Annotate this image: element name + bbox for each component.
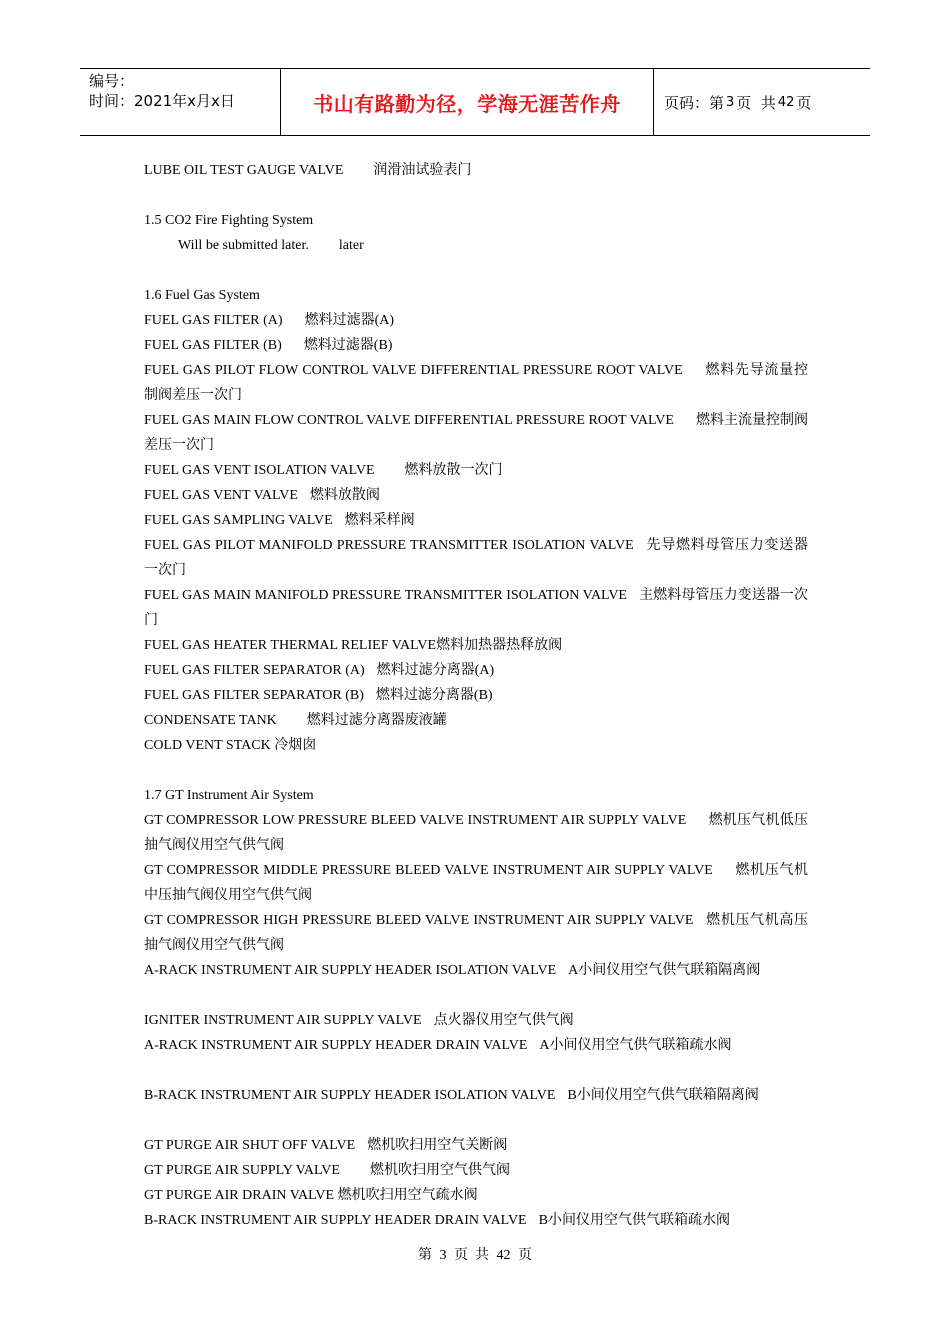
term-chinese: 润滑油试验表门 — [373, 163, 472, 178]
term-entry — [144, 358, 808, 408]
term-chinese: 燃料过滤器(B) — [303, 338, 393, 353]
term-english: Will be submitted later. — [178, 238, 309, 253]
term-entry — [144, 458, 808, 483]
term-entry — [144, 233, 808, 258]
term-english: B-RACK INSTRUMENT AIR SUPPLY HEADER DRAIN VALVE — [144, 1213, 527, 1228]
term-english: 1.5 CO2 Fire Fighting System — [144, 213, 314, 228]
term-english: FUEL GAS FILTER SEPARATOR (B) — [144, 688, 364, 703]
term-chinese: 燃料过滤器(A) — [304, 313, 395, 328]
doc-date-label: 时间：2021年x月x日 — [89, 92, 235, 110]
term-english: GT COMPRESSOR MIDDLE PRESSURE BLEED VALVE INSTRUMENT AIR SUPPLY VALVE — [144, 863, 713, 878]
term-chinese: 先导燃料母管压力变送器一次门 — [144, 538, 808, 578]
term-english: FUEL GAS MAIN FLOW CONTROL VALVE DIFFERENTIAL PRESSURE ROOT VALVE — [144, 413, 674, 428]
term-entry — [144, 1133, 808, 1158]
term-chinese: A小间仪用空气供气联箱隔离阀 — [568, 963, 761, 978]
term-english: COLD VENT STACK — [144, 738, 271, 753]
page-number: 3 — [726, 94, 735, 110]
blank-line — [144, 758, 808, 783]
page-suffix: 页 — [796, 93, 812, 112]
term-entry — [144, 908, 808, 958]
term-english: LUBE OIL TEST GAUGE VALVE — [144, 163, 344, 178]
page-header — [80, 68, 870, 136]
term-entry — [144, 583, 808, 633]
term-entry — [144, 533, 808, 583]
term-english: FUEL GAS FILTER (B) — [144, 338, 282, 353]
term-entry — [144, 633, 808, 658]
term-english: FUEL GAS PILOT FLOW CONTROL VALVE DIFFERENTIAL PRESSURE ROOT VALVE — [144, 363, 683, 378]
term-chinese: later — [338, 238, 364, 253]
section-heading — [144, 783, 808, 808]
term-english: FUEL GAS SAMPLING VALVE — [144, 513, 333, 528]
blank-line — [144, 1058, 808, 1083]
term-entry — [144, 408, 808, 458]
term-chinese: 燃料放散一次门 — [404, 463, 503, 478]
footer-page-total: 42 — [496, 1248, 511, 1263]
term-entry — [144, 1083, 808, 1108]
footer-suffix: 页 — [518, 1248, 532, 1263]
blank-line — [144, 1108, 808, 1133]
section-heading — [144, 283, 808, 308]
term-english: FUEL GAS FILTER (A) — [144, 313, 283, 328]
term-chinese: 燃料采样阀 — [344, 513, 415, 528]
blank-line — [144, 983, 808, 1008]
term-chinese: 燃机吹扫用空气供气阀 — [369, 1163, 510, 1178]
term-english: FUEL GAS HEATER THERMAL RELIEF VALVE — [144, 638, 437, 653]
term-chinese: 燃机压气机低压抽气阀仪用空气供气阀 — [144, 813, 808, 853]
term-entry — [144, 508, 808, 533]
term-chinese: 冷烟囱 — [274, 738, 317, 753]
term-chinese: 燃料过滤分离器废液罐 — [306, 713, 447, 728]
term-entry — [144, 858, 808, 908]
term-english: GT PURGE AIR DRAIN VALVE — [144, 1188, 335, 1203]
term-english: A-RACK INSTRUMENT AIR SUPPLY HEADER ISOLATION VALVE — [144, 963, 557, 978]
term-chinese: 燃机吹扫用空气疏水阀 — [337, 1188, 478, 1203]
term-chinese: 燃料主流量控制阀差压一次门 — [144, 413, 808, 453]
term-entry — [144, 1008, 808, 1033]
term-english: FUEL GAS PILOT MANIFOLD PRESSURE TRANSMITTER ISOLATION VALVE — [144, 538, 634, 553]
term-entry — [144, 1208, 808, 1233]
term-entry — [144, 483, 808, 508]
term-entry — [144, 333, 808, 358]
term-entry — [144, 1033, 808, 1058]
term-chinese: 燃料过滤分离器(B) — [375, 688, 493, 703]
blank-line — [144, 258, 808, 283]
term-english: GT PURGE AIR SHUT OFF VALVE — [144, 1138, 356, 1153]
term-english: FUEL GAS MAIN MANIFOLD PRESSURE TRANSMITTER ISOLATION VALVE — [144, 588, 627, 603]
term-entry — [144, 1183, 808, 1208]
term-chinese: 燃料加热器热释放阀 — [436, 638, 563, 653]
footer-mid: 页 共 — [454, 1248, 489, 1263]
term-entry — [144, 808, 808, 858]
term-english: FUEL GAS VENT ISOLATION VALVE — [144, 463, 375, 478]
term-entry — [144, 308, 808, 333]
term-english: GT PURGE AIR SUPPLY VALVE — [144, 1163, 340, 1178]
term-chinese: 燃料先导流量控制阀差压一次门 — [144, 363, 808, 403]
footer-prefix: 第 — [418, 1248, 432, 1263]
term-entry — [144, 1158, 808, 1183]
term-chinese: 燃机压气机中压抽气阀仪用空气供气阀 — [144, 863, 808, 903]
page-mid: 页 共 — [736, 93, 776, 112]
doc-number-label: 编号： — [89, 72, 135, 90]
term-entry — [144, 683, 808, 708]
term-chinese: B小间仪用空气供气联箱隔离阀 — [567, 1088, 759, 1103]
term-english: B-RACK INSTRUMENT AIR SUPPLY HEADER ISOLATION VALVE — [144, 1088, 556, 1103]
header-meta — [80, 69, 281, 135]
term-english: CONDENSATE TANK — [144, 713, 277, 728]
term-english: 1.7 GT Instrument Air System — [144, 788, 314, 803]
blank-line — [144, 183, 808, 208]
term-english: 1.6 Fuel Gas System — [144, 288, 260, 303]
term-english: FUEL GAS VENT VALVE — [144, 488, 298, 503]
term-entry — [144, 158, 808, 183]
term-chinese: 燃机压气机高压抽气阀仪用空气供气阀 — [144, 913, 809, 953]
term-entry — [144, 708, 808, 733]
term-english: IGNITER INSTRUMENT AIR SUPPLY VALVE — [144, 1013, 422, 1028]
term-chinese: 燃料过滤分离器(A) — [376, 663, 495, 678]
term-english: GT COMPRESSOR LOW PRESSURE BLEED VALVE INSTRUMENT AIR SUPPLY VALVE — [144, 813, 687, 828]
term-entry — [144, 658, 808, 683]
term-chinese: 主燃料母管压力变送器一次门 — [144, 588, 809, 628]
page-total: 42 — [777, 94, 795, 110]
section-heading — [144, 208, 808, 233]
term-english: GT COMPRESSOR HIGH PRESSURE BLEED VALVE INSTRUMENT AIR SUPPLY VALVE — [144, 913, 694, 928]
term-chinese: 燃机吹扫用空气关断阀 — [367, 1138, 508, 1153]
term-english: FUEL GAS FILTER SEPARATOR (A) — [144, 663, 365, 678]
header-motto: 书山有路勤为径，学海无涯苦作舟 — [281, 69, 654, 135]
term-chinese: A小间仪用空气供气联箱疏水阀 — [539, 1038, 732, 1053]
term-english: A-RACK INSTRUMENT AIR SUPPLY HEADER DRAIN VALVE — [144, 1038, 528, 1053]
term-chinese: B小间仪用空气供气联箱疏水阀 — [538, 1213, 730, 1228]
term-chinese: 燃料放散阀 — [309, 488, 380, 503]
document-body — [144, 158, 808, 1233]
term-entry — [144, 733, 808, 758]
page-prefix: 页码：第 — [664, 93, 725, 112]
footer-page-number: 3 — [439, 1248, 447, 1263]
header-page-info — [654, 69, 870, 135]
term-entry — [144, 958, 808, 983]
term-chinese: 点火器仪用空气供气阀 — [433, 1013, 574, 1028]
page-footer — [0, 1244, 950, 1264]
